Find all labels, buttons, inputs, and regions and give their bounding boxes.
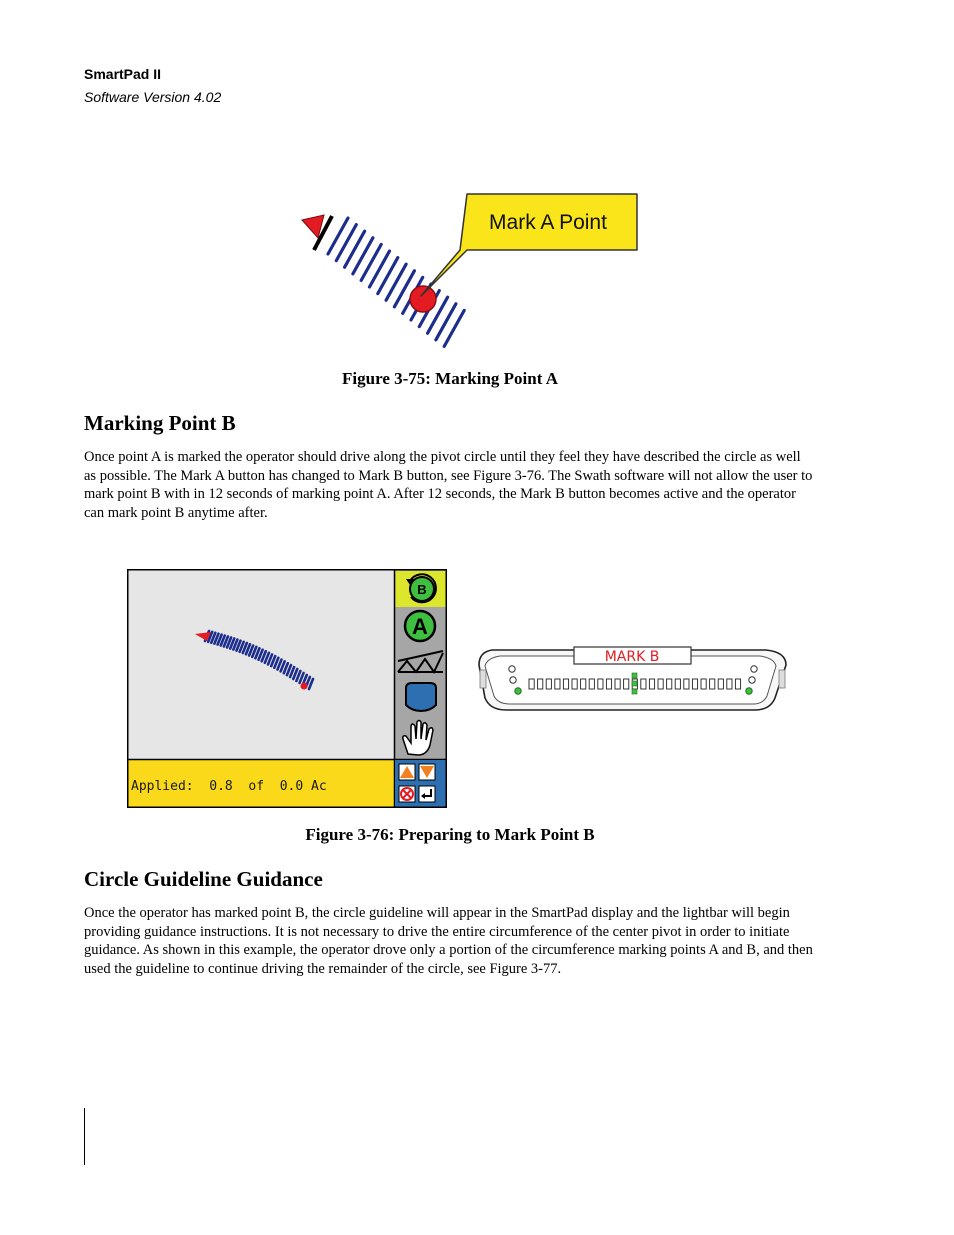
guidance-led	[658, 679, 663, 689]
right-indicator-top	[751, 666, 757, 672]
right-indicator-bottom	[746, 688, 752, 694]
mark-b-button[interactable]	[396, 571, 446, 607]
point-a-dot	[301, 683, 308, 690]
center-led	[632, 673, 637, 678]
paragraph-circle-guideline: Once the operator has marked point B, the circle guideline will appear in the SmartPad display and the lightbar will begin providing guidance instructions. It is not necessary to drive the entire circumference of the center pivot in order to initiate guidance. As shown in this example, the operator drove only a portion of the circumference marking points A and B, and then used the guideline to continue driving the remainder of the circle, see Figure 3-77.	[84, 905, 813, 977]
section-heading-marking-point-b: Marking Point B	[84, 411, 236, 435]
left-indicator-bottom	[515, 688, 521, 694]
document-title: SmartPad II	[84, 66, 162, 82]
guidance-led	[589, 679, 594, 689]
enter-button[interactable]	[419, 786, 435, 802]
down-button[interactable]	[419, 764, 435, 780]
guidance-led	[606, 679, 611, 689]
map-area	[129, 571, 395, 760]
guidance-led	[615, 679, 620, 689]
guidance-led	[718, 679, 723, 689]
guidance-led	[667, 679, 672, 689]
guidance-led	[546, 679, 551, 689]
vehicle-icon	[406, 683, 436, 711]
figure-mark-a-point	[262, 168, 640, 358]
guidance-led	[710, 679, 715, 689]
guidance-led	[649, 679, 654, 689]
guidance-led	[563, 679, 568, 689]
guidance-led	[684, 679, 689, 689]
software-version: Software Version 4.02	[84, 89, 222, 105]
mark-a-letter: A	[412, 614, 428, 639]
center-led	[632, 689, 637, 694]
paragraph-marking-point-b: Once point A is marked the operator should drive along the pivot circle until they feel they have described the circle as well as possible. The Mark A button has changed to Mark B button, see Figure 3-76. The Swath software will not allow the user to mark point B with in 12 seconds of marking point A. After 12 seconds, the Mark B button becomes active and the operator can mark point B anytime after.	[84, 449, 813, 521]
vehicle-button[interactable]	[406, 683, 436, 711]
right-indicator-mid	[749, 677, 755, 683]
mark-a-button[interactable]	[405, 611, 435, 641]
figure-caption-3-76: Figure 3-76: Preparing to Mark Point B	[305, 825, 595, 844]
mark-b-label: MARK B	[604, 649, 660, 665]
callout-text: Mark A Point	[489, 211, 607, 234]
smartpad-screen	[127, 569, 447, 808]
guidance-led	[572, 679, 577, 689]
change-bar	[84, 1108, 85, 1165]
guidance-led	[675, 679, 680, 689]
lightbar-display	[470, 570, 788, 807]
applied-readout: Applied: 0.8 of 0.0 Ac	[131, 779, 327, 794]
cancel-button[interactable]	[399, 786, 415, 802]
guidance-led	[555, 679, 560, 689]
guidance-led	[701, 679, 706, 689]
guidance-led	[598, 679, 603, 689]
up-button[interactable]	[399, 764, 415, 780]
center-led	[632, 681, 637, 686]
mark-b-letter: B	[417, 582, 427, 597]
guidance-led	[624, 679, 629, 689]
guidance-led	[581, 679, 586, 689]
guidance-led	[538, 679, 543, 689]
guidance-led	[692, 679, 697, 689]
figure-caption-3-75: Figure 3-75: Marking Point A	[342, 369, 558, 388]
guidance-led	[641, 679, 646, 689]
guidance-led	[529, 679, 534, 689]
section-heading-circle-guideline: Circle Guideline Guidance	[84, 867, 323, 891]
left-indicator-mid	[510, 677, 516, 683]
guidance-led	[727, 679, 732, 689]
guidance-led	[735, 679, 740, 689]
point-a-marker	[410, 286, 436, 312]
left-indicator-top	[509, 666, 515, 672]
